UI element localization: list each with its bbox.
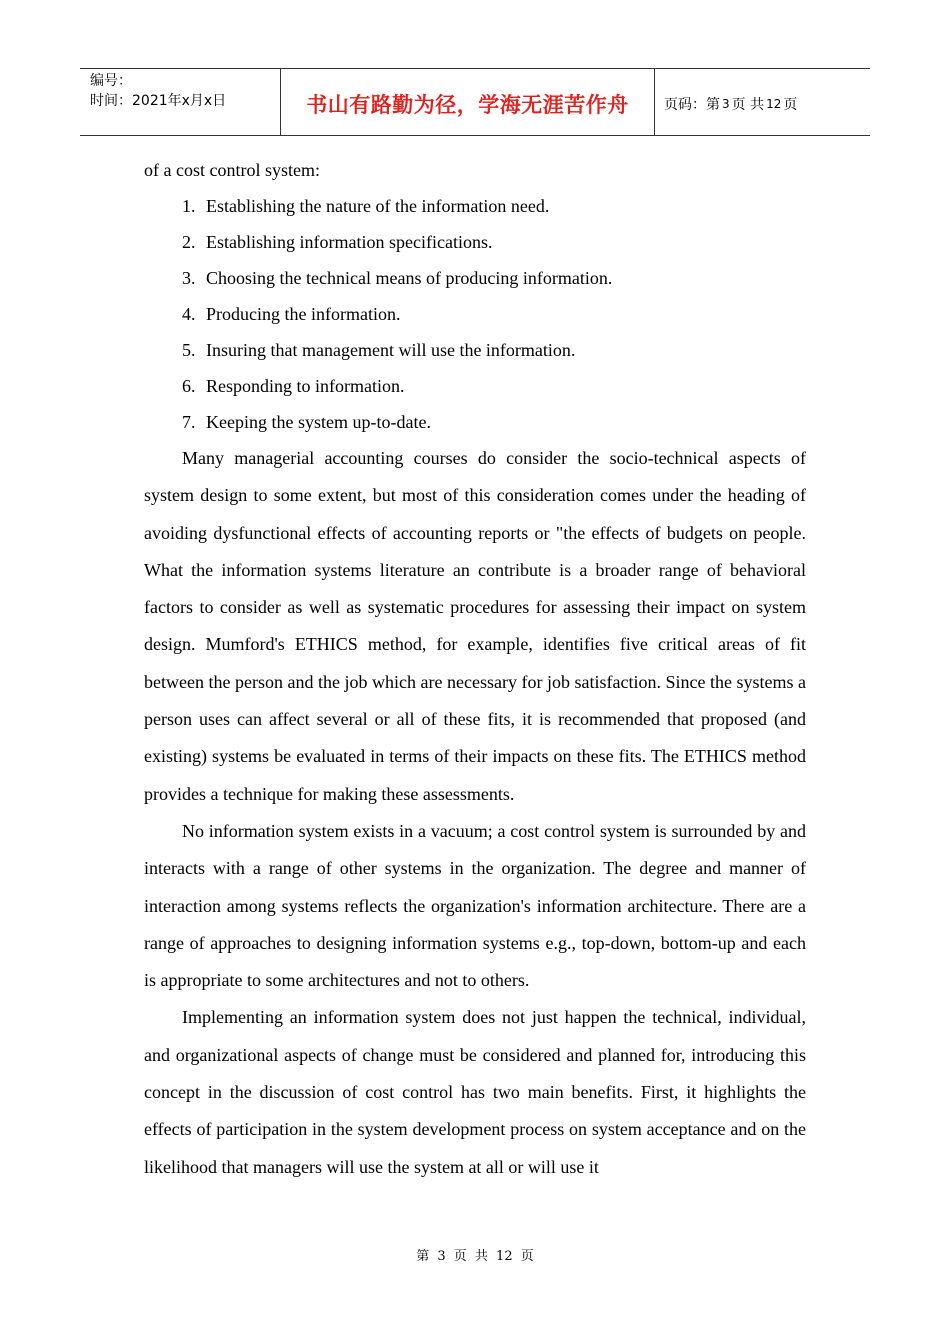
document-body (144, 152, 806, 1186)
lead-line: of a cost control system: (144, 160, 320, 180)
page-footer: 第 3 页 共 12 页 (416, 1249, 534, 1264)
list-item (144, 332, 806, 368)
page-current: 3 (722, 97, 730, 111)
list-item (144, 260, 806, 296)
page-total: 12 (766, 97, 782, 111)
page-end: 页 (783, 97, 798, 113)
list-item (144, 224, 806, 260)
list-text: Producing the information. (206, 304, 401, 324)
paragraph: Many managerial accounting courses do consider the socio-technical aspects of system design to some extent, but most of this consideration comes under the heading of avoiding dysfunctional effects of accounting reports or "the effects of budgets on people. What the information systems literature an contribute is a broader range of behavioral factors to consider as well as systematic procedures for assessing their impact on system design. Mumford's ETHICS method, for example, identifies five critical areas of fit between the person and the job which are necessary for job satisfaction. Since the systems a person uses can affect several or all of these fits, it is recommended that proposed (and existing) systems be evaluated in terms of their impacts on these fits. The ETHICS method provides a technique for making these assessments. (144, 448, 806, 804)
list-text: Keeping the system up-to-date. (206, 412, 431, 432)
list-text: Choosing the technical means of producing information. (206, 268, 613, 288)
paragraph: No information system exists in a vacuum; a cost control system is surrounded by and interacts with a range of other systems in the organization. The degree and manner of interaction among systems reflects the organization's information architecture. There are a range of approaches to designing information systems e.g., top-down, bottom-up and each is appropriate to some architectures and not to others. (144, 820, 806, 991)
list-text: Insuring that management will use the information. (206, 340, 576, 360)
list-number: 2. (182, 232, 196, 252)
list-number: 7. (182, 412, 196, 432)
document-time-label: 时间：2021年x月x日 (90, 93, 227, 109)
header-page-info (655, 69, 870, 135)
page-label: 页码：第 (664, 97, 720, 113)
page-mid: 页 共 (731, 97, 765, 113)
list-text: Responding to information. (206, 376, 405, 396)
list-item (144, 404, 806, 440)
list-item (144, 188, 806, 224)
paragraphs (144, 440, 806, 1186)
list-number: 3. (182, 268, 196, 288)
list-text: Establishing the nature of the information need. (206, 196, 550, 216)
header-motto-cell (281, 69, 655, 135)
list-number: 1. (182, 196, 196, 216)
page-header (80, 68, 870, 136)
list-item (144, 368, 806, 404)
header-meta (80, 69, 281, 135)
document-number-label: 编号： (90, 73, 132, 89)
header-motto: 书山有路勤为径，学海无涯苦作舟 (306, 93, 629, 117)
list-number: 5. (182, 340, 196, 360)
list-text: Establishing information specifications. (206, 232, 493, 252)
paragraph: Implementing an information system does not just happen the technical, individual, and organizational aspects of change must be considered and planned for, introducing this concept in the discussion of cost control has two main benefits. First, it highlights the effects of participation in the system development process on system acceptance and on the likelihood that managers will use the system at all or will use it (144, 1007, 806, 1177)
list-number: 4. (182, 304, 196, 324)
list-number: 6. (182, 376, 196, 396)
list-item (144, 296, 806, 332)
